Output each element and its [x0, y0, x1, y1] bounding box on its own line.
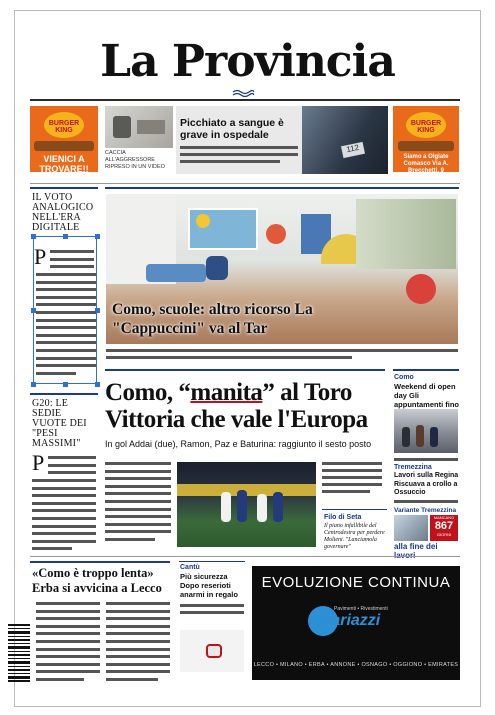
- main-photo-headline[interactable]: Como, scuole: altro ricorso La "Cappuccini" va al Tar: [112, 301, 313, 337]
- right-story1-title[interactable]: Weekend di open day Gli appuntamenti fino: [394, 382, 459, 409]
- text-line: [36, 349, 96, 352]
- text-line: [106, 602, 170, 605]
- text-line: [394, 500, 458, 503]
- text-line: [48, 464, 96, 467]
- text-line: [32, 540, 96, 543]
- alarm-device-photo: [180, 630, 244, 672]
- resize-handle[interactable]: [95, 382, 100, 387]
- burger-king-ad-left[interactable]: [30, 106, 98, 172]
- text-line: [32, 509, 96, 512]
- blue-rule: [322, 509, 387, 510]
- text-line: [394, 458, 458, 461]
- counter-top-label: MANCANO: [433, 515, 455, 520]
- text-line: [106, 617, 170, 620]
- text-line: [105, 523, 171, 526]
- blue-rule: [30, 393, 98, 395]
- text-line: [180, 611, 244, 614]
- ad-left-cta: VIENICI A TROVARE!!: [39, 154, 89, 174]
- text-line: [106, 610, 170, 613]
- ad-tagline: Pavimenti • Rivestimenti: [334, 606, 388, 612]
- ad-title: EVOLUZIONE CONTINUA: [261, 574, 451, 591]
- resize-handle[interactable]: [63, 382, 68, 387]
- text-line: [105, 492, 171, 495]
- text-line: [105, 515, 171, 518]
- resize-handle[interactable]: [31, 382, 36, 387]
- text-line: [106, 663, 170, 666]
- text-line: [36, 610, 100, 613]
- text-line: [36, 640, 100, 643]
- right-story3-label: Variante Tremezzina: [394, 507, 457, 514]
- text-line: [36, 341, 96, 344]
- left-story2-title[interactable]: G20: LE SEDIE VUOTE DEI "PESI MASSIMI": [32, 398, 87, 449]
- text-line: [48, 456, 96, 459]
- text-line: [36, 273, 96, 276]
- right-story3-caption[interactable]: alla fine dei: [394, 542, 438, 551]
- dropcap: P: [34, 244, 47, 269]
- text-line: [180, 153, 298, 156]
- text-line: [32, 547, 72, 550]
- ad-locations: LECCO • MILANO • ERBA • ANNONE • OSNAGO • OGGIONO • EMIRATES: [253, 662, 459, 668]
- text-line: [105, 470, 171, 473]
- roadworks-photo: [394, 515, 428, 541]
- right-story2-title[interactable]: Lavori sulla Regina Riscuava a crollo a Ossuccio: [394, 472, 459, 496]
- top-story-photo-caption: CACCIA ALL'AGGRESSORE RIPRESO IN UN VIDEO: [105, 150, 165, 170]
- text-line: [106, 670, 170, 673]
- section-rule: [30, 183, 460, 184]
- blue-rule: [105, 369, 385, 371]
- masthead-title: La Provincia: [100, 36, 395, 87]
- top-story-photo[interactable]: [105, 106, 173, 148]
- text-line: [322, 476, 382, 479]
- text-line: [32, 479, 96, 482]
- text-line: [106, 632, 170, 635]
- lead-headline-highlight: manita: [190, 379, 263, 406]
- top-story-headline[interactable]: Picchiato a sangue è grave in ospedale: [180, 117, 284, 141]
- text-line: [105, 530, 171, 533]
- text-line: [106, 648, 170, 651]
- text-line: [36, 303, 96, 306]
- mariazzi-ad[interactable]: [252, 566, 460, 680]
- masthead-rule: [30, 99, 460, 101]
- dropcap: P: [32, 450, 45, 475]
- text-line: [32, 517, 96, 520]
- text-line: [106, 625, 170, 628]
- left-story1-title[interactable]: IL VOTO ANALOGICO NELL'ERA DIGITALE: [32, 192, 94, 233]
- text-line: [36, 602, 100, 605]
- lead-headline-prefix: Como, “: [105, 379, 191, 406]
- text-line: [36, 648, 100, 651]
- text-line: [106, 356, 352, 359]
- text-line: [105, 538, 155, 541]
- text-line: [50, 250, 94, 253]
- blue-rule: [30, 561, 170, 563]
- lead-headline-suffix: ” al Toro: [262, 379, 352, 406]
- open-day-photo[interactable]: [394, 409, 458, 453]
- filo-di-seta-text[interactable]: Il piano infallibile del Centrodestra per perdere Molteni. "Lanciamola governare": [324, 523, 385, 550]
- burger-king-logo: BURGER KING: [44, 112, 84, 138]
- blue-rule: [105, 187, 459, 189]
- text-line: [105, 462, 171, 465]
- ad-right-address: Siamo a Olgiate Comasco Via A. Brecchetti, 9: [403, 154, 449, 174]
- burger-king-logo: BURGER KING: [406, 112, 446, 138]
- text-line: [50, 258, 94, 261]
- police-car-photo: 112: [302, 106, 388, 174]
- burger-icon: [34, 141, 94, 151]
- text-line: [32, 532, 96, 535]
- text-line: [106, 640, 170, 643]
- section-rule: [30, 556, 460, 557]
- text-line: [36, 296, 96, 299]
- text-line: [32, 502, 96, 505]
- text-line: [36, 288, 96, 291]
- blue-rule: [393, 369, 459, 371]
- text-line: [322, 469, 382, 472]
- right-story2-label: Tremezzina: [394, 464, 432, 471]
- blue-rule: [179, 561, 245, 562]
- text-line: [106, 655, 170, 658]
- text-line: [36, 625, 100, 628]
- resize-handle[interactable]: [63, 234, 68, 239]
- text-line: [36, 334, 96, 337]
- days-counter-badge: [430, 515, 458, 541]
- text-line: [36, 632, 100, 635]
- burger-icon: [398, 141, 454, 151]
- text-line: [36, 678, 84, 681]
- cantu-label: Cantù: [180, 564, 200, 571]
- blue-rule: [30, 187, 98, 189]
- text-line: [36, 617, 100, 620]
- cantu-title[interactable]: Più sicurezza Dopo reserioti anarmi in regalo: [180, 572, 238, 599]
- text-line: [180, 604, 244, 607]
- text-line: [36, 357, 96, 360]
- text-line: [36, 311, 96, 314]
- text-line: [50, 265, 94, 268]
- text-line: [32, 487, 96, 490]
- text-line: [36, 670, 100, 673]
- text-line: [322, 483, 382, 486]
- text-line: [106, 678, 158, 681]
- right-story1-label: Como: [394, 374, 414, 381]
- resize-handle[interactable]: [31, 234, 36, 239]
- text-line: [36, 281, 96, 284]
- text-line: [105, 508, 171, 511]
- text-line: [105, 477, 171, 480]
- text-line: [36, 663, 100, 666]
- text-line: [36, 372, 76, 375]
- counter-value: 867: [434, 520, 454, 532]
- text-line: [322, 462, 382, 465]
- text-line: [105, 500, 171, 503]
- resize-handle[interactable]: [95, 234, 100, 239]
- text-line: [180, 146, 298, 149]
- text-line: [105, 485, 171, 488]
- text-line: [322, 490, 370, 493]
- burger-king-ad-right[interactable]: [393, 106, 459, 172]
- lead-subhead: In gol Addai (due), Ramon, Paz e Baturina: raggiunto il sesto posto: [105, 439, 372, 449]
- text-line: [36, 326, 96, 329]
- lead-headline[interactable]: [105, 379, 390, 433]
- filo-di-seta-label: Filo di Seta: [324, 514, 362, 521]
- text-line: [180, 160, 280, 163]
- football-photo[interactable]: [177, 462, 316, 547]
- text-line: [48, 471, 96, 474]
- barcode: [8, 624, 30, 682]
- ad-brand: Mariazzi: [318, 612, 381, 629]
- bottom-left-headline[interactable]: «Como è troppo lenta» Erba si avvicina a Lecco: [32, 566, 162, 595]
- masthead-wave-icon: [232, 89, 254, 97]
- text-line: [36, 364, 96, 367]
- text-line: [32, 494, 96, 497]
- text-line: [36, 319, 96, 322]
- text-line: [36, 655, 100, 658]
- lead-headline-line2: Vittoria che vale l'Europa: [105, 406, 368, 433]
- text-line: [106, 349, 458, 352]
- counter-bottom-label: GIORNI: [436, 532, 452, 537]
- text-line: [32, 525, 96, 528]
